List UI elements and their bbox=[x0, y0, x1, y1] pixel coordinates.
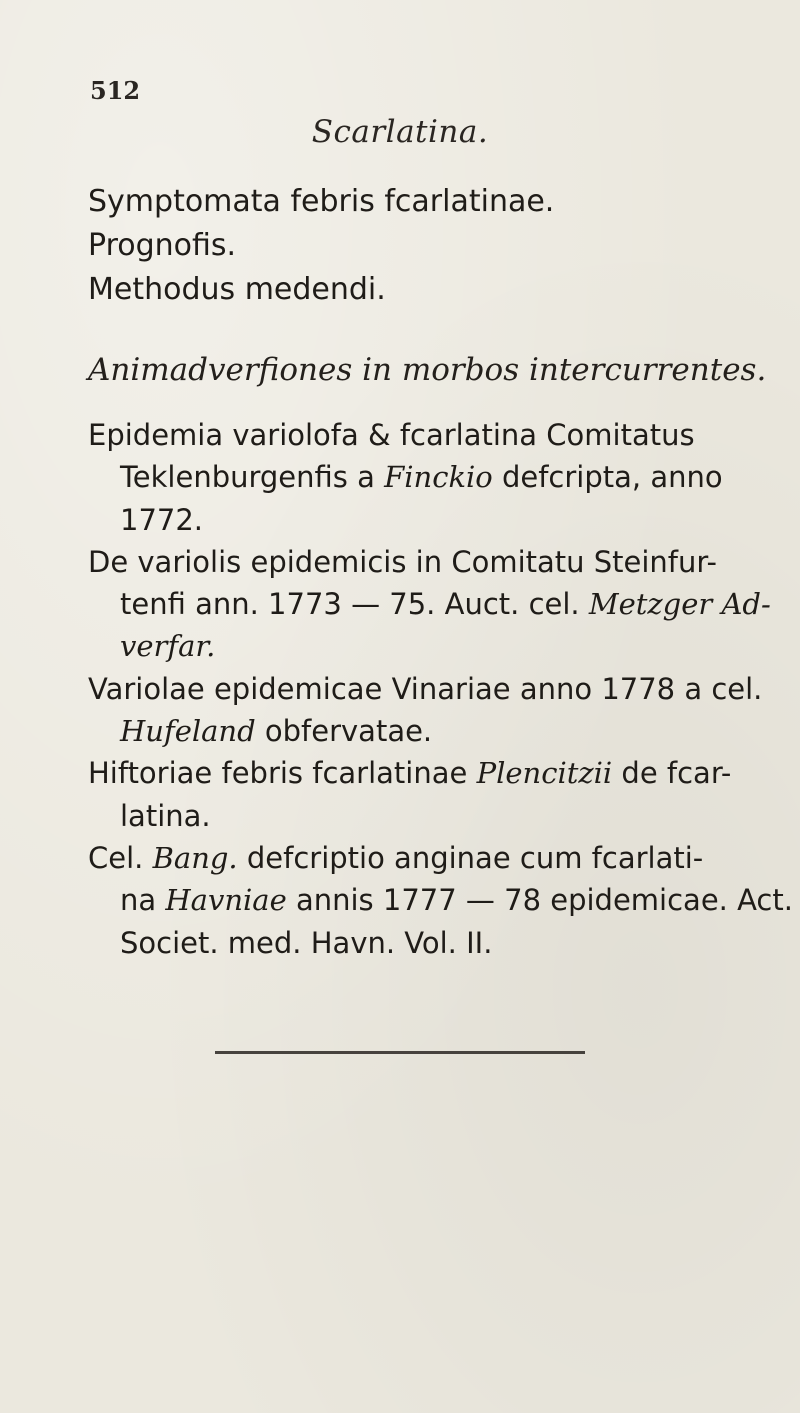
text-run: na bbox=[120, 883, 166, 918]
entry-line bbox=[88, 922, 768, 964]
text-run: defcriptio anginae cum fcarlati- bbox=[237, 840, 704, 875]
entry-line bbox=[88, 710, 768, 752]
entry bbox=[88, 668, 768, 753]
text-run: obfervatae. bbox=[255, 714, 433, 749]
contents-item: Symptomata febris fcarlatinae. bbox=[88, 184, 555, 219]
contents-item: Prognofis. bbox=[88, 228, 237, 263]
text-run: defcripta, anno bbox=[492, 460, 723, 495]
entry-line bbox=[88, 583, 771, 625]
italic-name: Havniae bbox=[165, 883, 287, 918]
entry-line bbox=[88, 752, 768, 794]
entry-line bbox=[88, 668, 768, 710]
contents-item: Methodus medendi. bbox=[88, 272, 386, 307]
italic-name: Finckio bbox=[384, 460, 493, 495]
text-run: 1772. bbox=[120, 502, 204, 537]
entry bbox=[88, 541, 771, 668]
contents-list bbox=[88, 180, 728, 312]
text-run: Teklenburgenfis a bbox=[120, 460, 385, 495]
text-run: tenfi ann. 1773 — 75. Auct. cel. bbox=[120, 587, 589, 622]
text-run: Cel. bbox=[88, 840, 153, 875]
entry-line bbox=[88, 456, 768, 498]
italic-name: Hufeland bbox=[120, 714, 256, 749]
text-run: Hiftoriae febris fcarlatinae bbox=[88, 756, 477, 791]
text-run: annis 1777 — 78 epidemicae. Act. bbox=[286, 883, 793, 918]
entry-line bbox=[88, 795, 768, 837]
entry-line bbox=[88, 837, 768, 879]
entry-line bbox=[88, 879, 793, 921]
entry-line bbox=[88, 414, 768, 456]
section-heading: Animadverfiones in morbos intercurrentes. bbox=[88, 352, 767, 388]
italic-name: Bang. bbox=[152, 840, 238, 875]
text-run: Epidemia variolofa & fcarlatina Comitatus bbox=[88, 418, 695, 452]
page-number: 512 bbox=[90, 76, 141, 105]
running-title: Scarlatina. bbox=[311, 114, 489, 150]
text-run: De variolis epidemicis in Comitatu Steinfur- bbox=[88, 544, 717, 579]
entry-line bbox=[88, 541, 768, 583]
text-run: Societ. med. Havn. Vol. II. bbox=[120, 925, 493, 960]
text-run: de fcar- bbox=[612, 756, 732, 791]
bibliography-entries bbox=[88, 414, 793, 964]
entry-line bbox=[88, 499, 768, 541]
italic-name: Metzger Ad- bbox=[588, 587, 771, 622]
italic-name: verfar. bbox=[120, 629, 216, 664]
text-run: Variolae epidemicae Vinariae anno 1778 a cel. bbox=[88, 671, 763, 706]
end-rule bbox=[215, 1051, 585, 1054]
italic-name: Plencitzii bbox=[476, 756, 613, 791]
text-run: latina. bbox=[120, 798, 211, 833]
entry-line bbox=[88, 625, 768, 667]
entry bbox=[88, 414, 768, 541]
entry bbox=[88, 837, 793, 964]
entry bbox=[88, 752, 768, 837]
